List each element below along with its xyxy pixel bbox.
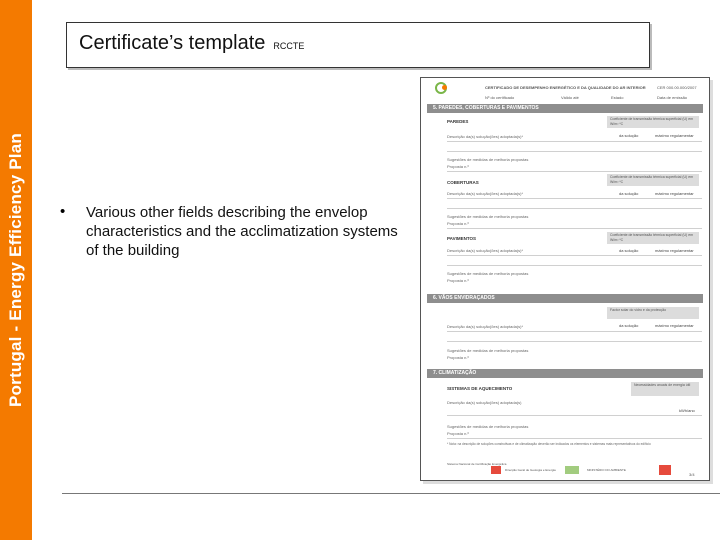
- divider: [447, 255, 702, 256]
- cert-col-max: máximo regulamentar: [655, 323, 694, 328]
- cert-col-solution: da solução: [619, 323, 639, 328]
- cert-header-title: CERTIFICADO DE DESEMPENHO ENERGÉTICO E DA QUALIDADE DO AR INTERIOR: [485, 85, 646, 90]
- cert-col-max: máximo regulamentar: [655, 248, 694, 253]
- cert-group-sugg: Sugestões de medidas de melhoria propostas: [447, 157, 529, 162]
- cert-glazing-desc: Descrição da(s) solução(ões) adoptada(s)*: [447, 324, 524, 329]
- divider: [447, 151, 702, 152]
- cert-glazing-sugg: Sugestões de medidas de melhoria propostas: [447, 348, 529, 353]
- cert-group-name: PAREDES: [447, 119, 469, 124]
- divider: [447, 331, 702, 332]
- cert-col-solution: da solução: [619, 248, 639, 253]
- divider: [447, 438, 702, 439]
- cert-footer-logo-icon: [491, 466, 501, 474]
- cert-section-glazing: 6. VÃOS ENVIDRAÇADOS: [427, 294, 703, 303]
- sidebar-bar: [0, 0, 32, 540]
- bottom-divider: [62, 493, 720, 494]
- cert-footnote: * Nota: na descrição de soluções construtivas e de climatização deverão ser indicados os elementos e sistemas mais representativos do edifício: [447, 442, 651, 446]
- cert-page-number: 3/4: [689, 472, 695, 477]
- cert-group-desc: Descrição da(s) solução(ões) adoptada(s)*: [447, 134, 524, 139]
- cert-col-solution: da solução: [619, 191, 639, 196]
- page-title: [79, 32, 304, 55]
- cert-climate-name: SISTEMAS DE AQUECIMENTO: [447, 386, 513, 391]
- cert-header-field-1: Nº do certificado: [485, 95, 515, 100]
- sidebar-label: Portugal - Energy Efficiency Plan: [6, 133, 25, 407]
- cert-climate-sugg: Sugestões de medidas de melhoria propostas: [447, 424, 529, 429]
- cert-climate-unit: kWh/ano: [679, 408, 695, 413]
- divider: [447, 415, 702, 416]
- title-box: [66, 22, 650, 68]
- cert-section-climate: 7. CLIMATIZAÇÃO: [427, 369, 703, 378]
- divider: [447, 228, 702, 229]
- cert-group-coef: Coeficiente de transmissão térmica superficial (U) em W/m² ºC: [607, 232, 699, 244]
- divider: [447, 341, 702, 342]
- cert-group-desc: Descrição da(s) solução(ões) adoptada(s)*: [447, 248, 524, 253]
- cert-climate-desc: Descrição da(s) solução(ões) adoptada(s): [447, 400, 522, 405]
- certificate-template-image: [420, 77, 710, 481]
- cert-climate-coef: Necessidades anuais de energia útil: [631, 382, 699, 396]
- cert-group-prop: Proposta n.º: [447, 164, 469, 169]
- cert-section-walls: 5. PAREDES, COBERTURAS E PAVIMENTOS: [427, 104, 703, 113]
- divider: [447, 171, 702, 172]
- cert-header-code: CER 000.00.000/2007: [657, 85, 697, 90]
- cert-footer-right: MINISTÉRIO DO AMBIENTE: [587, 468, 626, 472]
- cert-group-coef: Coeficiente de transmissão térmica superficial (U) em W/m² ºC: [607, 174, 699, 186]
- cert-footer-mid: Direcção Geral de Geologia e Energia: [505, 468, 556, 472]
- cert-group-coef: Coeficiente de transmissão térmica superficial (U) em W/m² ºC: [607, 116, 699, 128]
- cert-glazing-prop: Proposta n.º: [447, 355, 469, 360]
- bullet-text: Various other fields describing the envelop characteristics and the acclimatization systems of the building: [86, 204, 398, 259]
- divider: [447, 198, 702, 199]
- cert-group-name: PAVIMENTOS: [447, 236, 477, 241]
- cert-footer-logo3-icon: [659, 465, 671, 475]
- title-subtitle: RCCTE: [273, 41, 305, 51]
- cert-group-prop: Proposta n.º: [447, 221, 469, 226]
- cert-group-desc: Descrição da(s) solução(ões) adoptada(s)*: [447, 191, 524, 196]
- cert-group-sugg: Sugestões de medidas de melhoria propostas: [447, 271, 529, 276]
- cert-header-field-4: Data de emissão: [657, 95, 688, 100]
- cert-footer-left: Sistema Nacional de Certificação Energética: [447, 462, 507, 466]
- cert-group-name: COBERTURAS: [447, 180, 479, 185]
- cert-group-prop: Proposta n.º: [447, 278, 469, 283]
- title-main: Certificate’s template: [79, 32, 266, 54]
- cert-col-max: máximo regulamentar: [655, 133, 694, 138]
- cert-glazing-coef: Factor solar do vidro e da protecção: [607, 307, 699, 319]
- cert-logo-dot: [442, 85, 447, 90]
- divider: [447, 141, 702, 142]
- cert-footer-logo2-icon: [565, 466, 579, 474]
- cert-col-max: máximo regulamentar: [655, 191, 694, 196]
- cert-header-field-3: Estado: [611, 95, 624, 100]
- cert-col-solution: da solução: [619, 133, 639, 138]
- cert-climate-prop: Proposta n.º: [447, 431, 469, 436]
- bullet-marker: •: [60, 203, 66, 220]
- divider: [447, 208, 702, 209]
- cert-group-sugg: Sugestões de medidas de melhoria propostas: [447, 214, 529, 219]
- divider: [447, 265, 702, 266]
- cert-header-field-2: Válido até: [561, 95, 579, 100]
